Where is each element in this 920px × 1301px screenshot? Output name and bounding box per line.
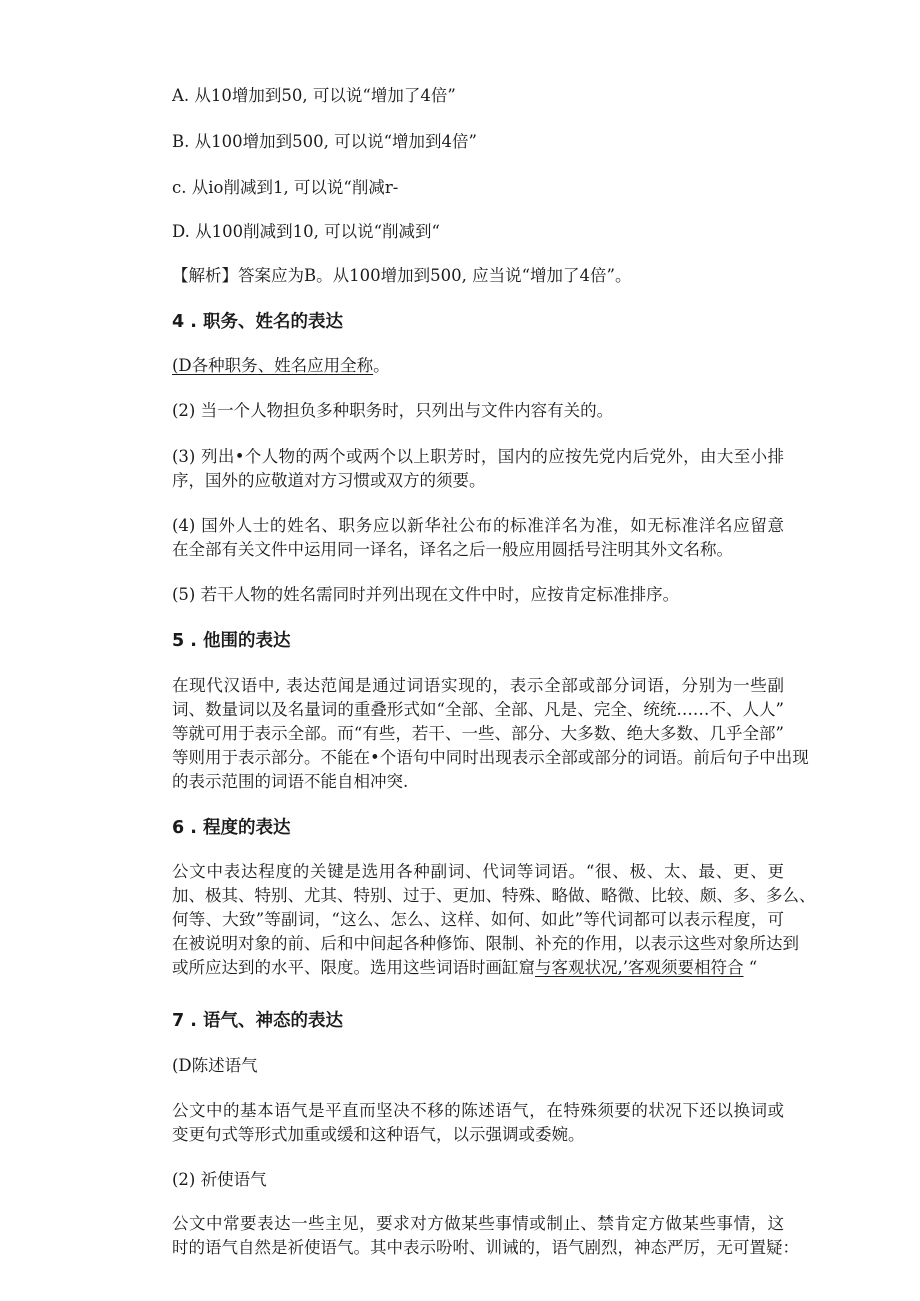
option-d: D. 从100削减到10, 可以说“削减到“: [172, 222, 440, 241]
analysis: 【解析】答案应为B。从100增加到500, 应当说“增加了4倍”。: [172, 266, 632, 285]
s5-line-3: 等就可用于表示全部。而“有些，若干、一些、部分、大多数、绝大多数、几乎全部”: [172, 724, 784, 743]
s4-item-3-line-2: 序，国外的应敬道对方习惯或双方的须要。: [172, 471, 486, 490]
s6-line-5-a: 或所应达到的水平、限度。选用这些词语时画缸窟: [172, 958, 535, 977]
s7-para-2-line-2: 时的语气自然是祈使语气。其中表示吩咐、训诫的，语气剧烈，神态严厉，无可置疑：: [172, 1238, 799, 1257]
s7-para-1-line-1: 公文中的基本语气是平直而坚决不移的陈述语气，在特殊须要的状况下还以换词或: [172, 1101, 784, 1120]
s4-item-4-line-2: 在全部有关文件中运用同一译名，译名之后一般应用圆括号注明其外文名称。: [172, 540, 733, 559]
s5-line-2: 词、数量词以及名量词的重叠形式如“全部、全部、凡是、完全、统统……不、人人”: [172, 700, 784, 719]
s6-line-3: 何等、大致”等副词，“这么、怎么、这样、如何、如此”等代词都可以表示程度，可: [172, 910, 784, 929]
s6-line-5-underlined: 与客观状况,’客观须要相符合: [535, 958, 744, 977]
s5-line-1: 在现代汉语中, 表达范闻是通过词语实现的，表示全部或部分词语，分别为一些副: [172, 676, 784, 695]
s7-item-1: (D陈述语气: [172, 1056, 258, 1075]
s7-para-1-line-2: 变更句式等形式加重或缓和这种语气，以示强调或委婉。: [172, 1125, 585, 1144]
s4-item-3-line-1: (3) 列出•个人物的两个或两个以上职芳时，国内的应按先党内后党外，由大至小排: [172, 447, 784, 466]
s7-item-2: (2) 祈使语气: [172, 1170, 267, 1189]
heading-section-7: 7 . 语气、神态的表达: [172, 1011, 344, 1031]
option-a: A. 从10增加到50, 可以说“增加了4倍”: [172, 86, 456, 105]
s7-para-2-line-1: 公文中常要表达一些主见，要求对方做某些事情或制止、禁肯定方做某些事情，这: [172, 1214, 784, 1233]
s5-line-4: 等则用于表示部分。不能在•个语句中同时出现表示全部或部分的词语。前后句子中出现: [172, 748, 809, 767]
heading-section-6: 6 . 程度的表达: [172, 818, 291, 838]
s6-line-4: 在被说明对象的前、后和中间起各种修饰、限制、补充的作用，以表示这些对象所达到: [172, 934, 799, 953]
s6-line-1: 公文中表达程度的关键是选用各种副词、代词等词语。“很、极、太、最、更、更: [172, 862, 784, 881]
s4-item-1: [172, 356, 390, 376]
option-b: B. 从100增加到500, 可以说“增加到4倍”: [172, 132, 477, 151]
s4-item-2: (2) 当一个人物担负多种职务时，只列出与文件内容有关的。: [172, 401, 614, 420]
option-c: c. 从io削减到1, 可以说“削减r-: [172, 178, 399, 197]
s6-line-5: [172, 958, 757, 978]
s6-line-5-c: “: [743, 958, 758, 977]
heading-section-5: 5 . 他围的表达: [172, 631, 291, 651]
s4-item-1-text: (D各种职务、姓名应用全称: [172, 356, 374, 375]
s4-item-1-tail: 。: [373, 356, 390, 375]
heading-section-4: 4 . 职务、姓名的表达: [172, 312, 344, 332]
s6-line-2: 加、极其、特别、尤其、特别、过于、更加、特殊、略做、略微、比较、颇、多、多么、: [172, 886, 816, 905]
s5-line-5: 的表示范围的词语不能自相冲突.: [172, 772, 409, 791]
s4-item-4-line-1: (4) 国外人士的姓名、职务应以新华社公布的标准洋名为准，如无标准洋名应留意: [172, 516, 784, 535]
s4-item-5: (5) 若干人物的姓名需同时并列出现在文件中时，应按肯定标准排序。: [172, 585, 680, 604]
